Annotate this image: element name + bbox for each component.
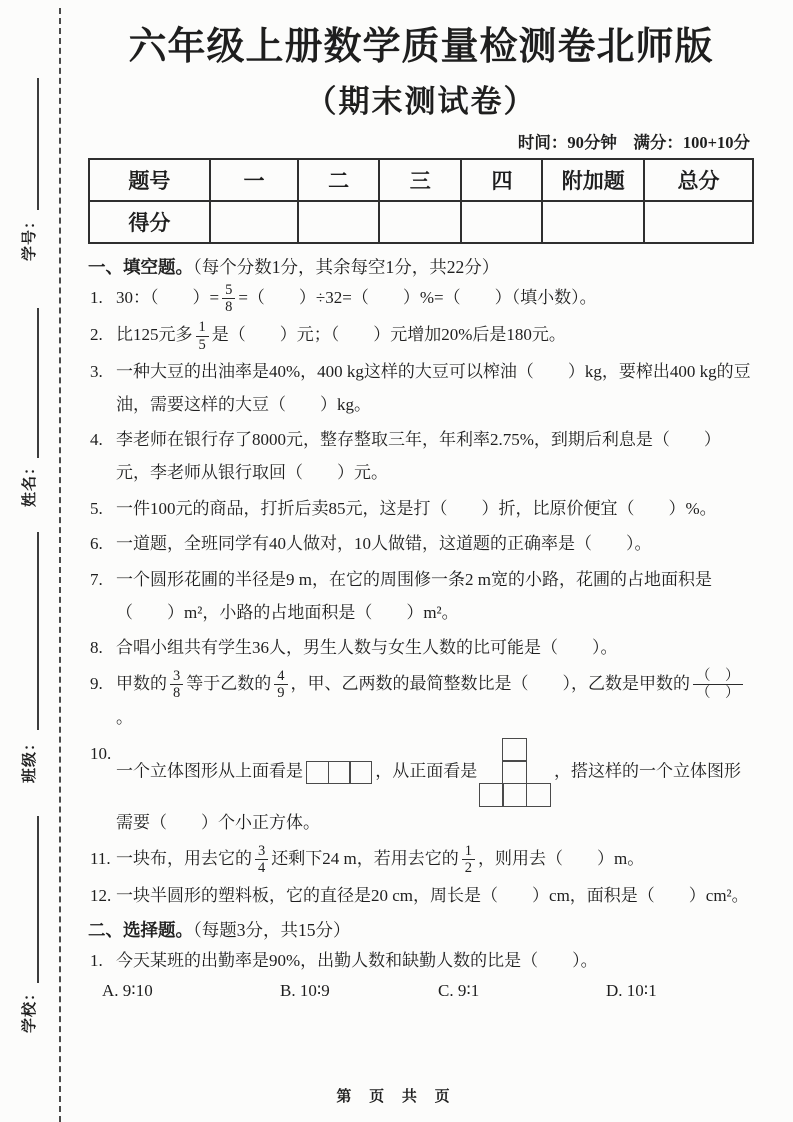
score-cell (298, 201, 379, 243)
question-number: 10. (90, 743, 112, 763)
question-text: 合唱小组共有学生36人，男生人数与女生人数的比可能是（ ）。 (116, 638, 618, 658)
question-number: 6. (90, 534, 103, 554)
cube-square (502, 760, 527, 784)
option-c: C. 9∶1 (438, 981, 480, 1001)
option-b: B. 10∶9 (280, 981, 330, 1001)
front-view-figure (480, 738, 551, 807)
question-text: 。 (116, 708, 133, 728)
class-label: 班级： (22, 735, 38, 784)
question-text: 甲数的 (116, 673, 167, 693)
fill-question-6 (88, 528, 754, 561)
option-d: D. 10∶1 (606, 981, 657, 1001)
cube-square (502, 783, 527, 807)
question-number: 7. (90, 569, 103, 589)
student-number-label: 学号： (22, 213, 38, 262)
question-number: 9. (90, 673, 103, 693)
question-text: ，搭这样的一个立体图形需要（ ）个小正方体。 (116, 761, 742, 832)
section-fill-heading (88, 254, 754, 279)
option-a: A. 9∶10 (102, 981, 153, 1001)
school-line (37, 816, 39, 983)
fraction-5-8: $\frac{5}{8}$ (219, 282, 238, 316)
cube-square (502, 738, 527, 762)
student-number-line (37, 78, 39, 210)
question-text: 比125元多 (116, 324, 193, 344)
question-number: 2. (90, 324, 103, 344)
name-label: 姓名： (22, 459, 38, 508)
question-number: 5. (90, 498, 103, 518)
fill-question-1 (88, 282, 754, 316)
question-text: 一块布，用去它的 (116, 848, 252, 868)
score-cell (542, 201, 644, 243)
question-text: ，则用去（ ）m。 (477, 848, 645, 868)
fill-question-3 (88, 356, 754, 421)
score-cell (461, 201, 542, 243)
question-text: 一个圆形花圃的半径是9 m，在它的周围修一条2 m宽的小路，花圃的占地面积是（ ）m²，小路的占地面积是（ ）m²。 (116, 569, 712, 622)
section-fill-title: 一、填空题。 (88, 256, 193, 277)
cube-square (306, 761, 329, 784)
question-text: 李老师在银行存了8000元，整存整取三年，年利率2.75%，到期后利息是（ ）元，李老师从银行取回（ ）元。 (116, 430, 721, 483)
cube-square (328, 761, 351, 784)
question-number: 4. (90, 430, 103, 450)
header-part-2: 二 (298, 159, 379, 201)
question-text: 一件100元的商品，打折后卖85元，这是打（ ）折，比原价便宜（ ）%。 (116, 498, 717, 518)
question-text: 是（ ）元；（ ）元增加20%后是180元。 (211, 324, 566, 344)
fill-question-12 (88, 880, 754, 913)
fill-question-8 (88, 632, 754, 665)
score-row-label: 得分 (89, 201, 210, 243)
question-text: 一块半圆形的塑料板，它的直径是20 cm，周长是（ ）cm，面积是（ ）cm²。 (116, 885, 749, 905)
header-part-4: 四 (461, 159, 542, 201)
school-label: 学校： (22, 985, 38, 1034)
score-cell (379, 201, 461, 243)
question-number: 1. (90, 287, 103, 307)
section-choice-title: 二、选择题。 (88, 919, 193, 940)
fill-question-9 (88, 668, 754, 735)
fill-question-4 (88, 424, 754, 489)
fill-question-2 (88, 319, 754, 353)
page-footer: 第 页 共 页 (336, 1089, 457, 1105)
question-text: 等于乙数的 (186, 673, 272, 693)
fill-question-10 (88, 738, 754, 840)
name-line (37, 308, 39, 458)
fraction-3-4: $\frac{3}{4}$ (252, 843, 271, 877)
section-fill-note: （每个分数1分，其余每空1分，共22分） (193, 256, 500, 277)
question-text: 一个立体图形从上面看是 (116, 761, 303, 781)
question-text: 今天某班的出勤率是90%，出勤人数和缺勤人数的比是（ ）。 (116, 950, 598, 970)
score-cell (644, 201, 753, 243)
cube-square (349, 761, 372, 784)
question-text: 一种大豆的出油率是40%，400 kg这样的大豆可以榨油（ ）kg，要榨出400 kg的豆油，需要这样的大豆（ ）kg。 (116, 362, 751, 414)
question-text: 30：（ ）= (116, 287, 220, 307)
paper-body (88, 18, 754, 1001)
question-text: ，甲、乙两数的最简整数比是（ ），乙数是甲数的 (290, 673, 690, 693)
header-part-1: 一 (210, 159, 298, 201)
score-table-score-row (89, 201, 753, 243)
question-number: 12. (90, 885, 112, 905)
question-text: =（ ）÷32=（ ）%=（ ）（填小数）。 (238, 287, 597, 307)
cube-square (479, 783, 504, 807)
fill-question-11 (88, 843, 754, 877)
top-view-figure (306, 761, 372, 784)
fraction-4-9: $\frac{4}{9}$ (271, 668, 290, 702)
fill-question-7 (88, 564, 754, 629)
header-part-3: 三 (379, 159, 461, 201)
fraction-3-8: $\frac{3}{8}$ (167, 668, 186, 702)
fraction-1-2: $\frac{1}{2}$ (459, 843, 478, 877)
question-number: 8. (90, 638, 103, 658)
header-bonus: 附加题 (542, 159, 644, 201)
score-cell (210, 201, 298, 243)
fill-question-5 (88, 493, 754, 526)
blank-fraction: $\frac{( )}{( )}$ (690, 668, 746, 702)
choice-question-1-options (88, 981, 754, 1001)
question-number: 11. (90, 848, 111, 868)
header-total: 总分 (644, 159, 753, 201)
score-table (88, 158, 754, 244)
class-line (37, 532, 39, 730)
question-number: 1. (90, 950, 103, 970)
page-subtitle: （期末测试卷） (305, 83, 537, 119)
section-choice-note: （每题3分，共15分） (193, 919, 351, 940)
question-number: 3. (90, 362, 103, 382)
seal-dashed-line (59, 8, 61, 1122)
score-table-header-row (89, 159, 753, 201)
exam-meta: 时间：90分钟 满分：100+10分 (517, 132, 750, 152)
header-question-no: 题号 (89, 159, 210, 201)
page-title: 六年级上册数学质量检测卷北师版 (128, 26, 714, 68)
question-text: ，从正面看是 (375, 761, 478, 781)
question-text: 一道题，全班同学有40人做对，10人做错，这道题的正确率是（ ）。 (116, 534, 652, 554)
fraction-1-5: $\frac{1}{5}$ (193, 319, 212, 353)
question-text: 还剩下24 m，若用去它的 (271, 848, 459, 868)
cube-square (526, 783, 551, 807)
section-choice-heading (88, 917, 754, 942)
choice-question-1 (88, 945, 754, 978)
